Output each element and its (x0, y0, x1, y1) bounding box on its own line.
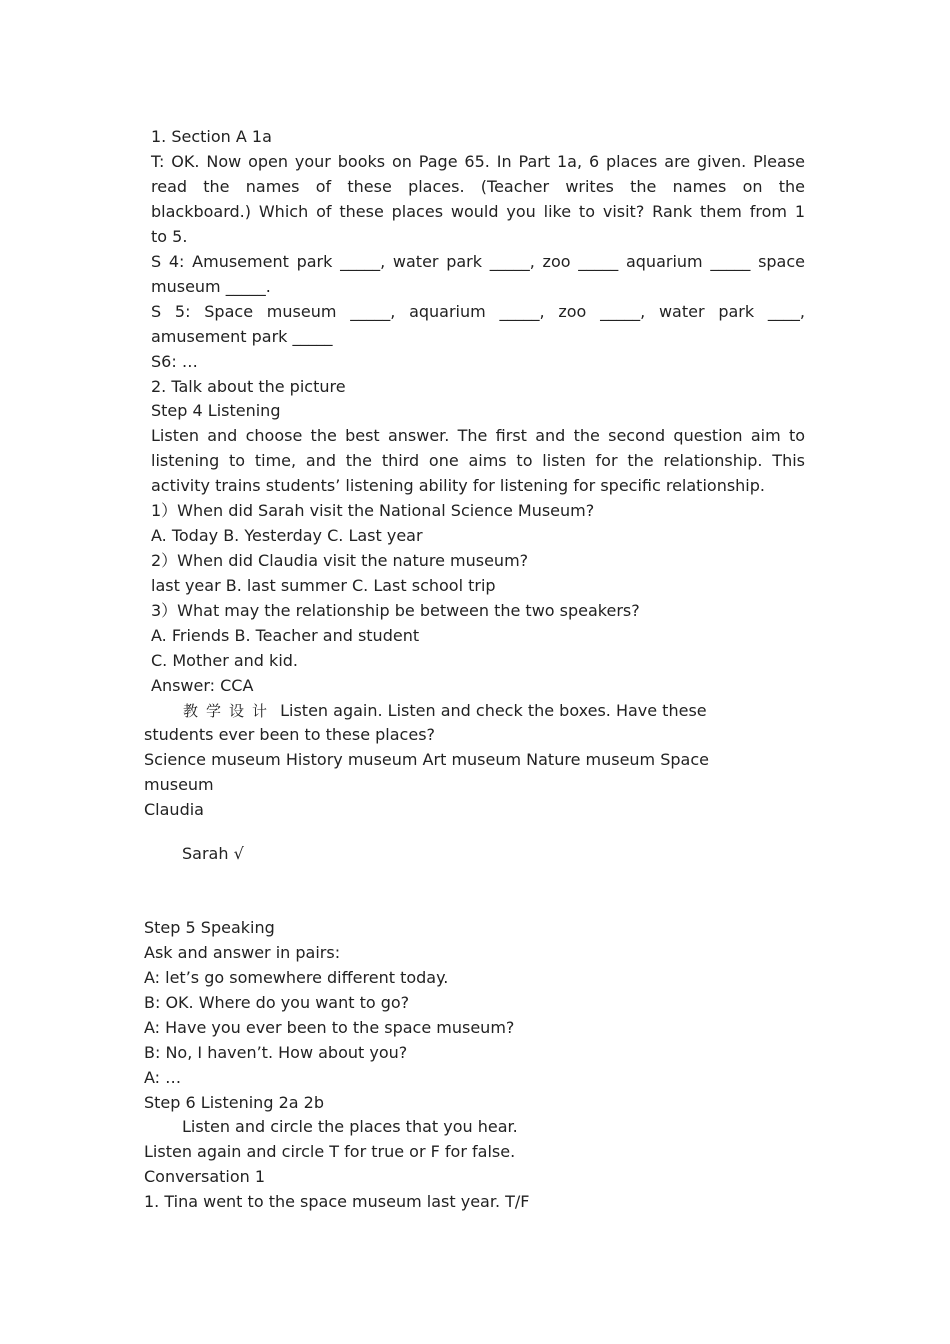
table-header-line: museum (144, 775, 214, 794)
paragraph-line: blackboard.) Which of these places would you like to visit? Rank them from 1 (151, 202, 805, 221)
paragraph-line: students ever been to these places? (144, 725, 436, 744)
design-text: Listen again. Listen and check the boxes. Have these (275, 701, 707, 720)
answer-line: Answer: CCA (151, 676, 254, 695)
student-line: museum _____. (151, 277, 271, 296)
question-line: 1）When did Sarah visit the National Science Museum? (151, 501, 595, 520)
design-line (183, 698, 707, 724)
table-row-label: Claudia (144, 800, 204, 819)
paragraph-line: Conversation 1 (144, 1167, 266, 1186)
design-label: 教学设计 (183, 702, 276, 720)
question-line: 3）What may the relationship be between the two speakers? (151, 601, 640, 620)
dialogue-line: B: OK. Where do you want to go? (144, 993, 410, 1012)
dialogue-line: B: No, I haven’t. How about you? (144, 1043, 408, 1062)
question-line: 2）When did Claudia visit the nature museum? (151, 551, 529, 570)
step-heading: Step 5 Speaking (144, 918, 275, 937)
student-line: S6: … (151, 352, 198, 371)
options-line: A. Today B. Yesterday C. Last year (151, 526, 423, 545)
options-line: A. Friends B. Teacher and student (151, 626, 420, 645)
student-line: S 5: Space museum _____, aquarium _____, zoo _____, water park ____, (151, 302, 805, 321)
options-line: C. Mother and kid. (151, 651, 298, 670)
paragraph-line: activity trains students’ listening ability for listening for specific relationship. (151, 476, 765, 495)
paragraph-line: to 5. (151, 227, 188, 246)
paragraph-line: read the names of these places. (Teacher writes the names on the (151, 177, 805, 196)
section-heading: 2. Talk about the picture (151, 377, 346, 396)
section-heading: 1. Section A 1a (151, 127, 272, 146)
paragraph-line: Ask and answer in pairs: (144, 943, 341, 962)
dialogue-line: A: Have you ever been to the space museum? (144, 1018, 515, 1037)
question-line: 1. Tina went to the space museum last year. T/F (144, 1192, 530, 1211)
paragraph-line: T: OK. Now open your books on Page 65. In Part 1a, 6 places are given. Please (151, 152, 805, 171)
paragraph-line: Listen and circle the places that you hear. (182, 1117, 518, 1136)
dialogue-line: A: let’s go somewhere different today. (144, 968, 449, 987)
dialogue-line: A: … (144, 1068, 182, 1087)
table-header-line: Science museum History museum Art museum Nature museum Space (144, 750, 709, 769)
step-heading: Step 6 Listening 2a 2b (144, 1093, 324, 1112)
student-line: amusement park _____ (151, 327, 333, 346)
step-heading: Step 4 Listening (151, 401, 281, 420)
paragraph-line: listening to time, and the third one aims to listen for the relationship. This (151, 451, 805, 470)
table-row-label: Sarah √ (182, 844, 244, 863)
paragraph-line: Listen again and circle T for true or F for false. (144, 1142, 516, 1161)
student-line: S 4: Amusement park _____, water park _____, zoo _____ aquarium _____ space (151, 252, 805, 271)
paragraph-line: Listen and choose the best answer. The first and the second question aim to (151, 426, 805, 445)
options-line: last year B. last summer C. Last school trip (151, 576, 496, 595)
